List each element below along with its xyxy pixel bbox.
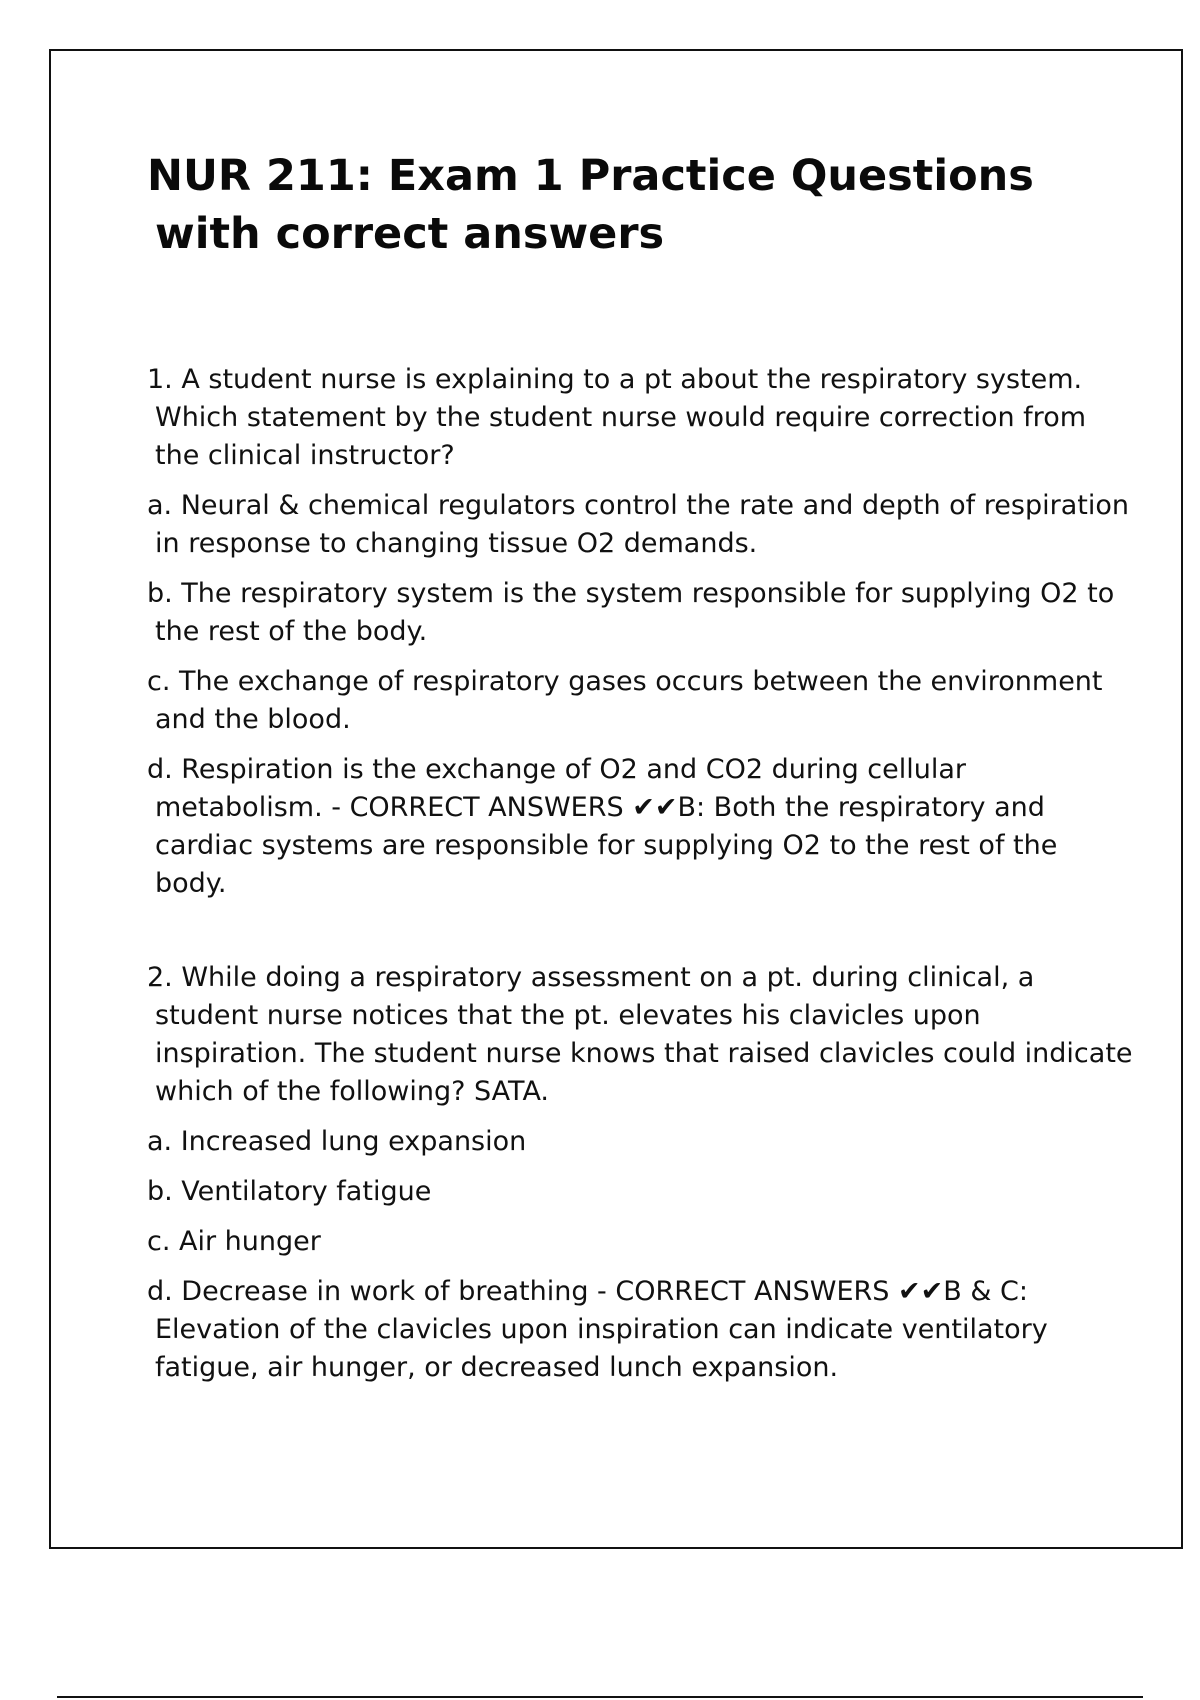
answer-option-c: c. The exchange of respiratory gases occurs between the environment and the blood. — [147, 666, 1103, 735]
document-content — [147, 147, 1137, 1399]
answer-option-d: d. Decrease in work of breathing - CORRECT ANSWERS ✔✔B & C: Elevation of the clavicles upon inspiration can indicate ventilatory fatigue, air hunger, or decreased lunch expansion. — [147, 1276, 1048, 1383]
answer-option-a: a. Increased lung expansion — [147, 1126, 527, 1157]
answer-option-b: b. Ventilatory fatigue — [147, 1176, 432, 1207]
question-stem: 2. While doing a respiratory assessment on a pt. during clinical, a student nurse notices that the pt. elevates his clavicles upon inspiration. The student nurse knows that raised clavicles could indicate which of the following? SATA. — [147, 962, 1133, 1107]
answer-option-d: d. Respiration is the exchange of O2 and CO2 during cellular metabolism. - CORRECT ANSWERS ✔✔B: Both the respiratory and cardiac systems are responsible for supplying O2 to the rest of the body. — [147, 754, 1058, 899]
question-2 — [147, 959, 1137, 1387]
answer-option-c: c. Air hunger — [147, 1226, 321, 1257]
answer-option-a: a. Neural & chemical regulators control the rate and depth of respiration in response to changing tissue O2 demands. — [147, 490, 1129, 559]
title-line-2: with correct answers — [155, 209, 665, 259]
page-frame — [49, 49, 1183, 1549]
question-stem: 1. A student nurse is explaining to a pt about the respiratory system. Which statement by the student nurse would require correction from the clinical instructor? — [147, 364, 1087, 471]
document-title — [147, 147, 1137, 263]
question-1 — [147, 361, 1137, 903]
title-line-1: NUR 211: Exam 1 Practice Questions — [147, 151, 1034, 201]
answer-option-b: b. The respiratory system is the system responsible for supplying O2 to the rest of the body. — [147, 578, 1115, 647]
footer-divider — [57, 1696, 1143, 1698]
